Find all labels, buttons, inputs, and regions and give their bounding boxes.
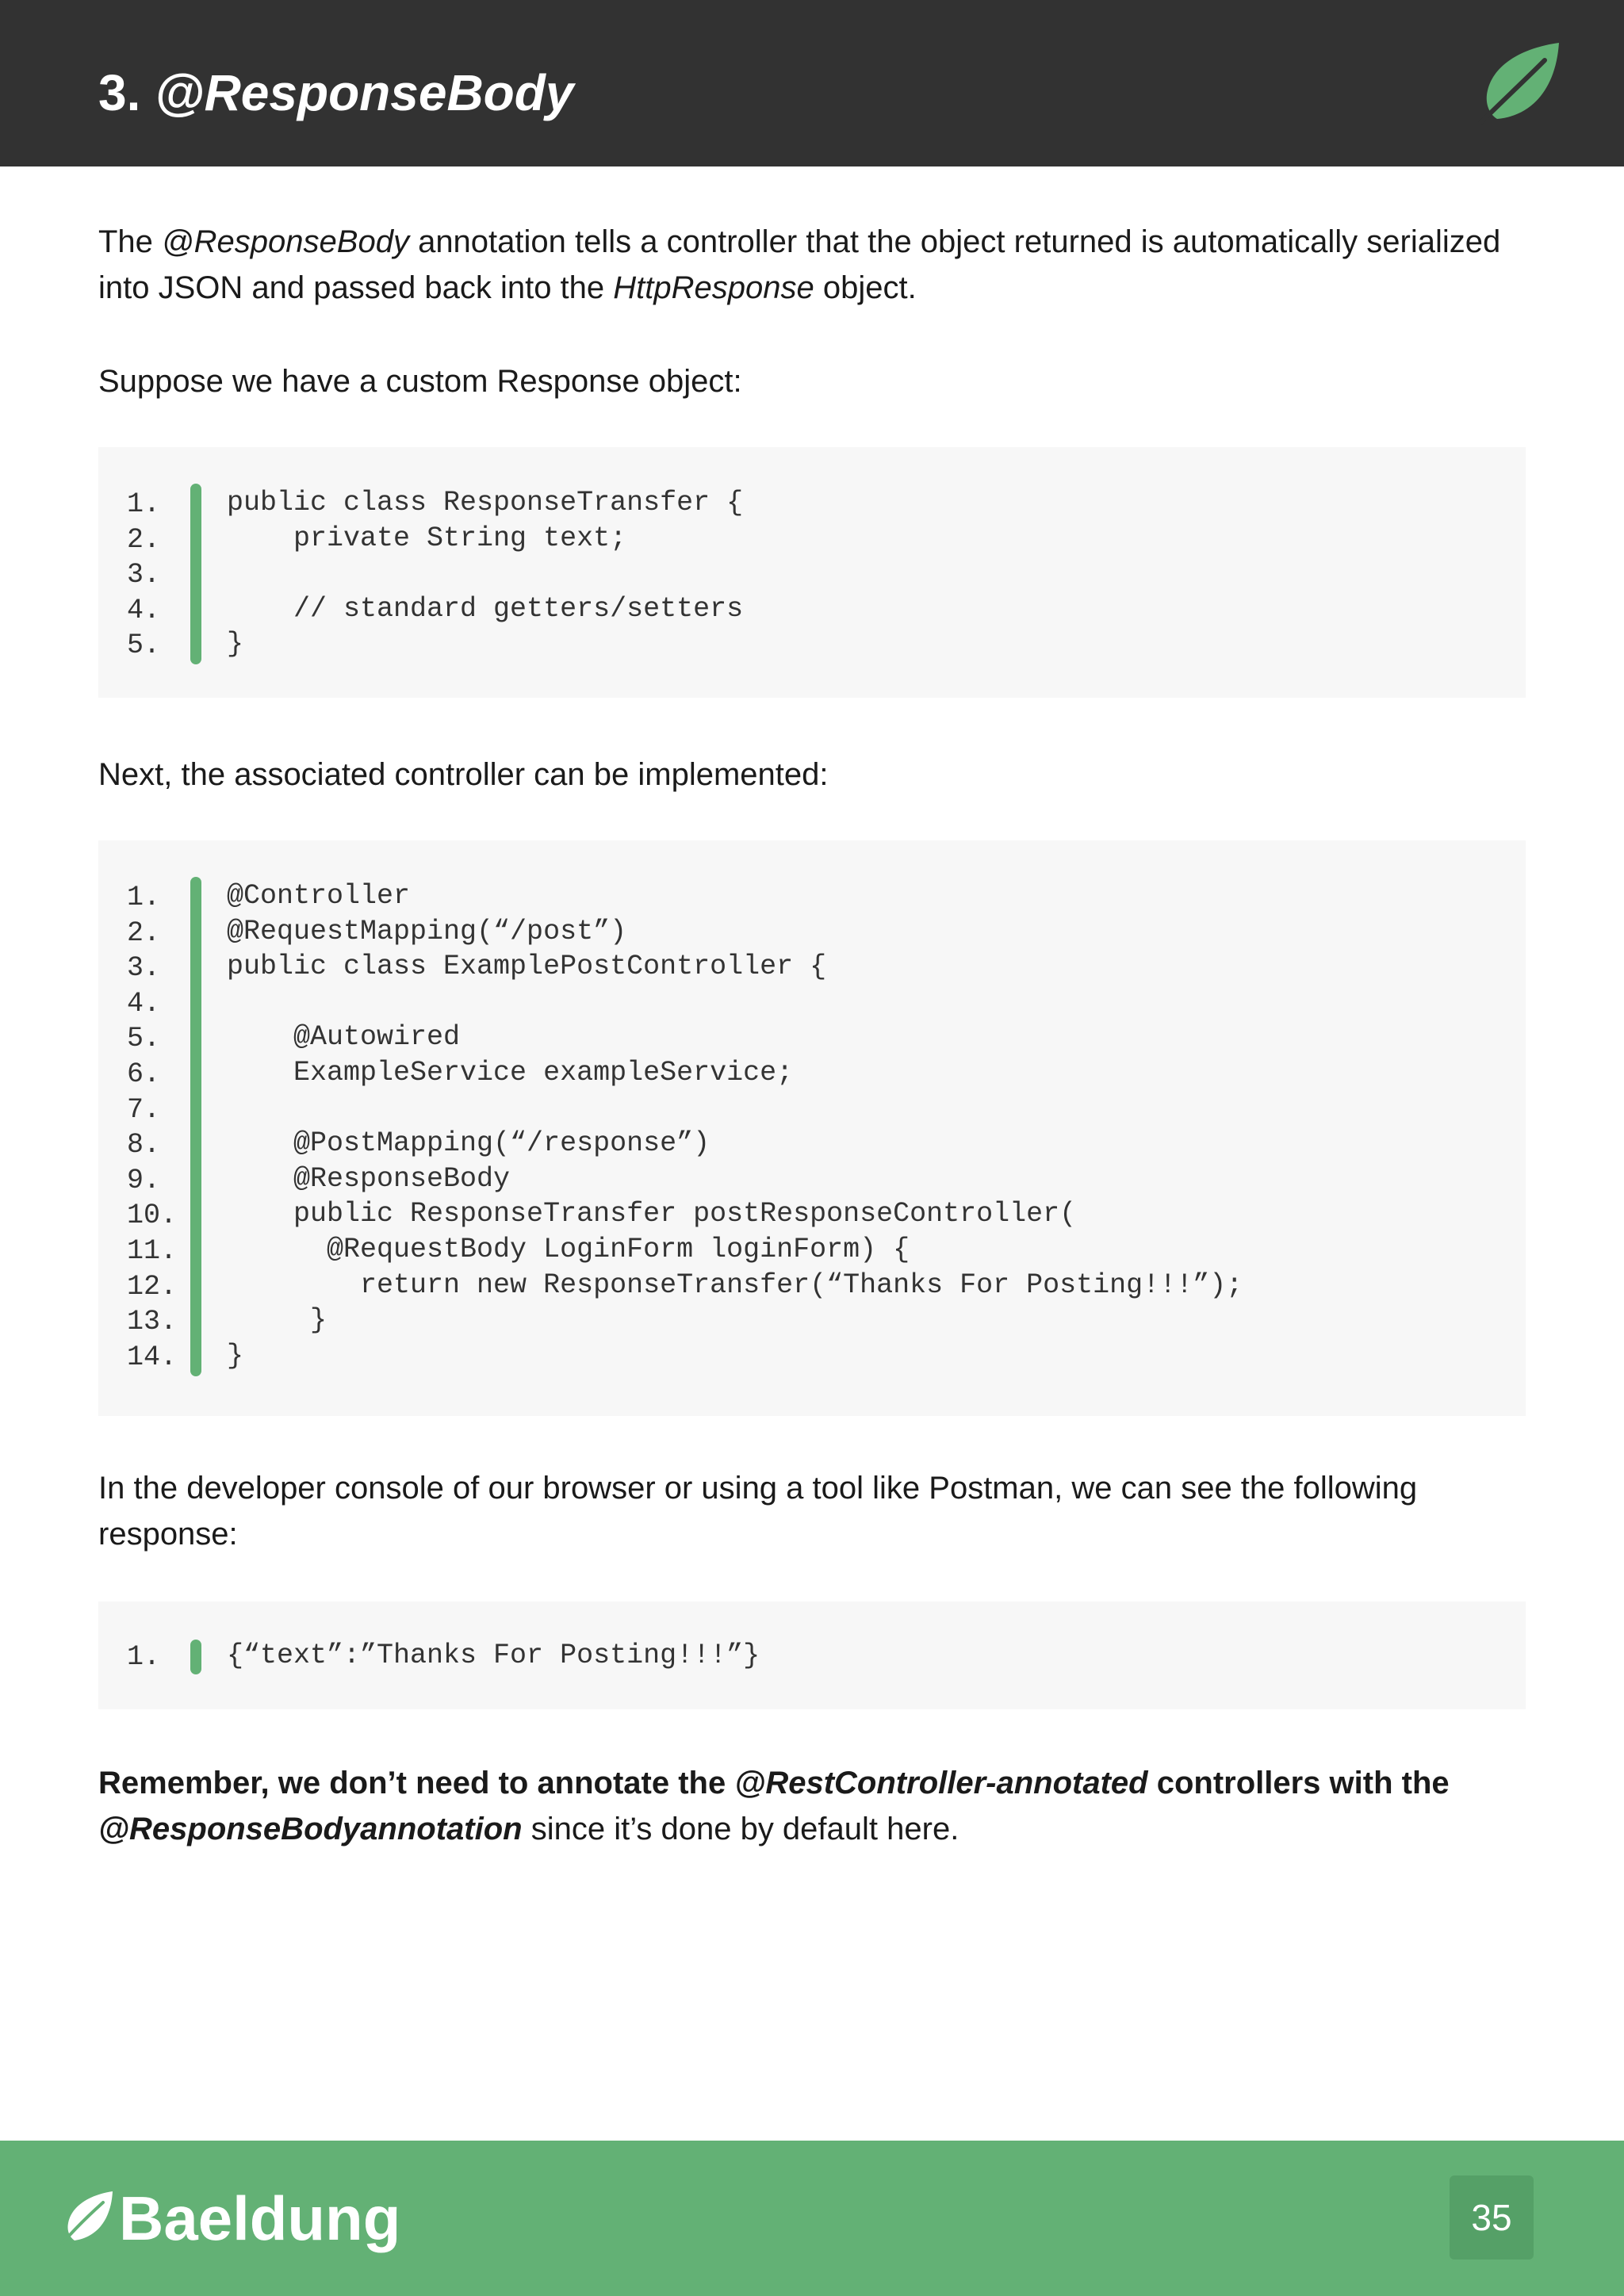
line-number: 3. — [127, 952, 161, 985]
intro-text-3: object. — [814, 270, 917, 305]
code-line: public class ResponseTransfer { — [227, 487, 744, 519]
line-number: 1. — [127, 488, 161, 520]
line-number: 5. — [127, 1023, 161, 1055]
code-line — [227, 556, 743, 591]
code-line: private String text; — [227, 522, 627, 554]
code-block-response-json — [98, 1601, 1526, 1709]
code-line: } — [227, 628, 244, 660]
line-number: 12. — [127, 1270, 178, 1303]
line-number: 4. — [127, 987, 161, 1020]
remember-bold-1: Remember, we don’t need to annotate the — [98, 1766, 735, 1800]
leaf-icon — [60, 2190, 116, 2245]
code-line: @RequestMapping(“/post”) — [227, 915, 627, 947]
line-number: 9. — [127, 1164, 161, 1196]
code-line: @RequestBody LoginForm loginForm) { — [227, 1233, 910, 1265]
suppose-paragraph: Suppose we have a custom Response object: — [98, 364, 742, 399]
line-number: 6. — [127, 1058, 161, 1090]
code-line: // standard getters/setters — [227, 592, 744, 625]
remember-bold-2: controllers with the — [1147, 1766, 1450, 1800]
page-title-prefix: 3. — [98, 64, 155, 121]
line-number: 5. — [127, 629, 161, 662]
code-line: @Controller — [227, 880, 411, 912]
code-line — [227, 985, 1243, 1020]
line-number: 2. — [127, 523, 161, 556]
page-title-annotation: @ResponseBody — [155, 64, 574, 121]
code-line: public ResponseTransfer postResponseController( — [227, 1198, 1077, 1230]
brand-name: Baeldung — [119, 2183, 401, 2253]
remember-paragraph — [98, 1760, 1526, 1852]
code-lines — [227, 485, 743, 662]
intro-text-1: The — [98, 224, 163, 259]
intro-paragraph — [98, 219, 1526, 311]
code-line: return new ResponseTransfer(“Thanks For Posting!!!”); — [227, 1269, 1243, 1301]
line-number: 14. — [127, 1341, 178, 1373]
intro-class-name: HttpResponse — [613, 270, 814, 305]
line-number: 2. — [127, 916, 161, 949]
line-number: 1. — [127, 1641, 161, 1673]
code-block-response-transfer — [98, 447, 1526, 698]
remember-annotation-2: @ResponseBodyannotation — [98, 1812, 523, 1846]
line-number: 11. — [127, 1234, 178, 1267]
intro-annotation: @ResponseBody — [162, 224, 409, 259]
line-number: 7. — [127, 1093, 161, 1126]
code-accent-bar — [190, 484, 201, 664]
code-line: ExampleService exampleService; — [227, 1056, 794, 1089]
intro-text-2: annotation tells a controller that the object returned is automatically serialized into JSON and passed back into the — [98, 224, 1501, 305]
code-line: public class ExamplePostController { — [227, 951, 827, 983]
code-line — [227, 1091, 1243, 1127]
code-line: @ResponseBody — [227, 1162, 511, 1195]
code-line: @Autowired — [227, 1021, 461, 1054]
code-line: } — [227, 1339, 244, 1372]
page-number: 35 — [1450, 2175, 1534, 2260]
code-lines — [227, 878, 1243, 1373]
line-number: 8. — [127, 1129, 161, 1161]
code-line: @PostMapping(“/response”) — [227, 1127, 710, 1160]
code-accent-bar — [190, 1640, 201, 1674]
code-line: {“text”:”Thanks For Posting!!!”} — [227, 1640, 760, 1671]
line-numbers — [127, 1640, 182, 1675]
console-paragraph: In the developer console of our browser or using a tool like Postman, we can see the following response: — [98, 1471, 1418, 1552]
line-numbers — [127, 880, 182, 1375]
line-number: 13. — [127, 1306, 178, 1338]
code-accent-bar — [190, 877, 201, 1376]
line-numbers — [127, 487, 182, 664]
line-number: 10. — [127, 1200, 178, 1232]
line-number: 3. — [127, 559, 161, 591]
code-block-controller — [98, 840, 1526, 1416]
line-number: 4. — [127, 594, 161, 626]
line-number: 1. — [127, 882, 161, 913]
next-paragraph: Next, the associated controller can be implemented: — [98, 757, 829, 792]
leaf-icon — [1477, 41, 1564, 125]
page-title — [98, 57, 573, 128]
remember-tail: since it’s done by default here. — [522, 1812, 959, 1846]
code-lines — [227, 1638, 760, 1674]
code-line: } — [227, 1304, 327, 1337]
remember-annotation-1: @RestController-annotated — [734, 1766, 1148, 1800]
